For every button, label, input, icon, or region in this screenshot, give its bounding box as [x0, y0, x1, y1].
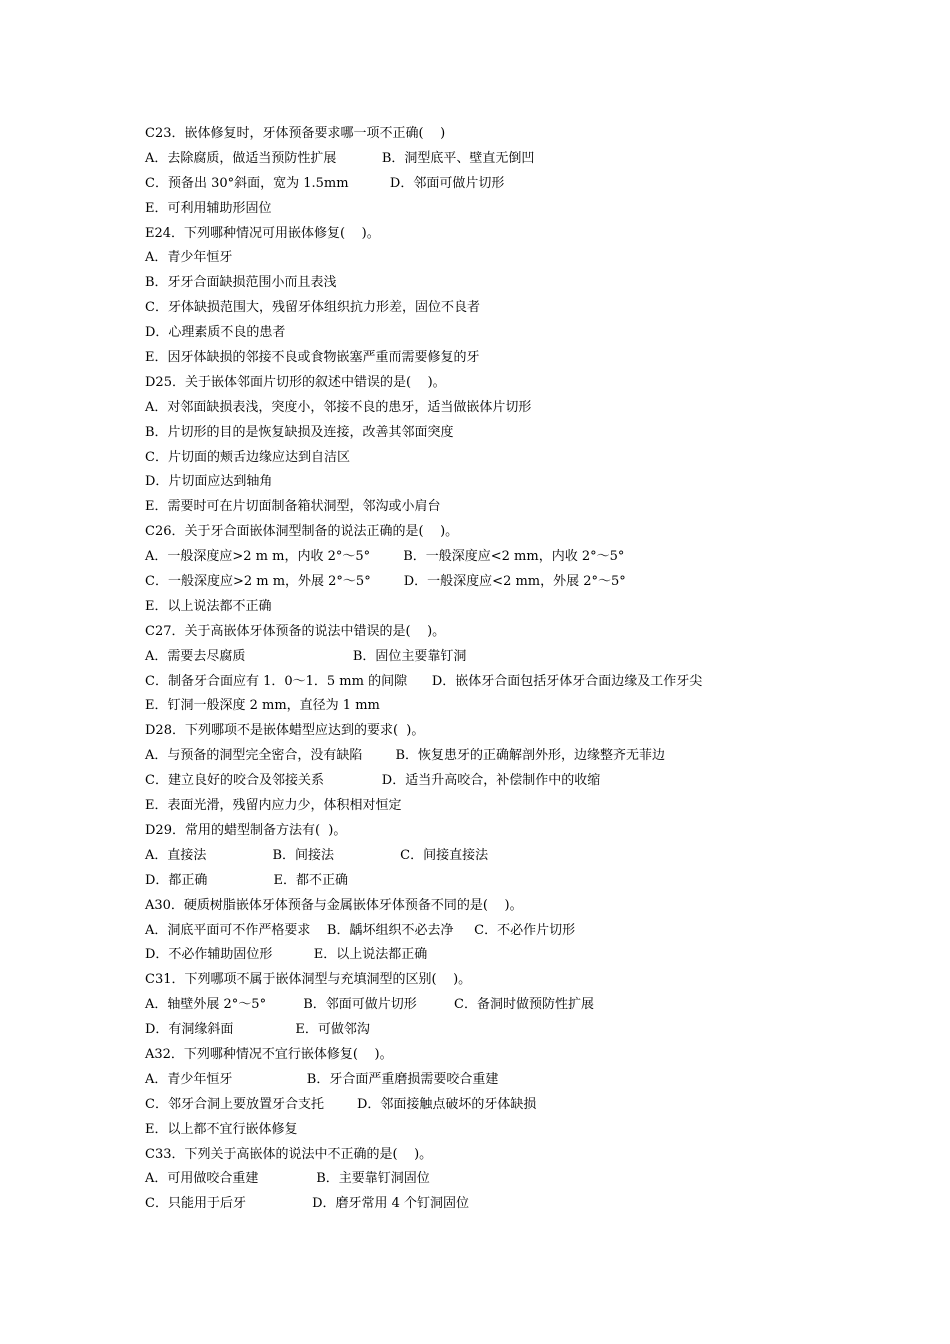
- question-stem: C31．下列哪项不属于嵌体洞型与充填洞型的区别( )。: [145, 972, 472, 988]
- answer-option-line: A．可用做咬合重建 B．主要靠钉洞固位: [145, 1171, 430, 1187]
- answer-option-line: D．不必作辅助固位形 E．以上说法都正确: [145, 947, 428, 963]
- question-stem: C26．关于牙合面嵌体洞型制备的说法正确的是( )。: [145, 524, 459, 540]
- answer-option-line: B．牙牙合面缺损范围小而且表浅: [145, 275, 337, 291]
- answer-option-line: E．钉洞一般深度 2 mm，直径为 1 mm: [145, 698, 380, 714]
- answer-option-line: E．表面光滑，残留内应力少，体积相对恒定: [145, 798, 402, 814]
- answer-option-line: A．对邻面缺损表浅，突度小，邻接不良的患牙，适当做嵌体片切形: [145, 399, 532, 415]
- answer-option-line: E．需要时可在片切面制备箱状洞型，邻沟或小肩台: [145, 499, 441, 515]
- answer-option-line: D．片切面应达到轴角: [145, 474, 273, 490]
- answer-option-line: A．直接法 B．间接法 C．间接直接法: [145, 847, 489, 863]
- answer-option-line: A．洞底平面可不作严格要求 B．龋坏组织不必去净 C．不必作片切形: [145, 922, 576, 938]
- answer-option-line: C．牙体缺损范围大，残留牙体组织抗力形差，固位不良者: [145, 300, 480, 316]
- answer-option-line: C．邻牙合洞上要放置牙合支托 D．邻面接触点破坏的牙体缺损: [145, 1096, 537, 1112]
- answer-option-line: C．只能用于后牙 D．磨牙常用 4 个钉洞固位: [145, 1196, 470, 1212]
- question-stem: D28．下列哪项不是嵌体蜡型应达到的要求( )。: [145, 723, 425, 739]
- answer-option-line: A．与预备的洞型完全密合，没有缺陷 B．恢复患牙的正确解剖外形，边缘整齐无菲边: [145, 748, 666, 764]
- question-stem: E24．下列哪种情况可用嵌体修复( )。: [145, 225, 380, 241]
- answer-option-line: E．可利用辅助形固位: [145, 200, 272, 216]
- answer-option-line: C．建立良好的咬合及邻接关系 D．适当升高咬合，补偿制作中的收缩: [145, 773, 601, 789]
- answer-option-line: A．一般深度应>2 m m，内收 2°～5° B．一般深度应<2 mm，内收 2°～5°: [145, 549, 625, 565]
- question-stem: C23．嵌体修复时，牙体预备要求哪一项不正确( ): [145, 126, 446, 141]
- answer-option-line: D．都正确 E．都不正确: [145, 872, 349, 888]
- answer-option-line: A．需要去尽腐质 B．固位主要靠钉洞: [145, 648, 467, 664]
- answer-option-line: A．青少年恒牙 B．牙合面严重磨损需要咬合重建: [145, 1071, 499, 1087]
- question-stem: D25．关于嵌体邻面片切形的叙述中错误的是( )。: [145, 374, 446, 390]
- question-stem: A30．硬质树脂嵌体牙体预备与金属嵌体牙体预备不同的是( )。: [145, 897, 523, 913]
- question-stem: D29．常用的蜡型制备方法有( )。: [145, 822, 347, 838]
- question-stem: A32．下列哪种情况不宜行嵌体修复( )。: [145, 1046, 393, 1062]
- answer-option-line: C．预备出 30°斜面，宽为 1.5mm D．邻面可做片切形: [145, 175, 505, 191]
- answer-option-line: A．青少年恒牙: [145, 250, 233, 266]
- answer-option-line: A．去除腐质，做适当预防性扩展 B．洞型底平、壁直无倒凹: [145, 150, 535, 166]
- answer-option-line: C．片切面的颊舌边缘应达到自洁区: [145, 449, 350, 465]
- answer-option-line: E．因牙体缺损的邻接不良或食物嵌塞严重而需要修复的牙: [145, 350, 480, 366]
- answer-option-line: D．心理素质不良的患者: [145, 325, 286, 341]
- question-stem: C27．关于高嵌体牙体预备的说法中错误的是( )。: [145, 623, 446, 639]
- answer-option-line: E．以上说法都不正确: [145, 598, 272, 614]
- answer-option-line: B．片切形的目的是恢复缺损及连接，改善其邻面突度: [145, 424, 454, 440]
- answer-option-line: D．有洞缘斜面 E．可做邻沟: [145, 1022, 370, 1038]
- question-list: [145, 122, 845, 1217]
- answer-option-line: A．轴壁外展 2°～5° B．邻面可做片切形 C．备洞时做预防性扩展: [145, 997, 594, 1013]
- answer-option-line: C．一般深度应>2 m m，外展 2°～5° D．一般深度应<2 mm，外展 2°～5°: [145, 574, 626, 590]
- question-stem: C33．下列关于高嵌体的说法中不正确的是( )。: [145, 1146, 433, 1162]
- answer-option-line: E．以上都不宜行嵌体修复: [145, 1121, 298, 1137]
- answer-option-line: C．制备牙合面应有 1．0～1．5 mm 的间隙 D．嵌体牙合面包括牙体牙合面边缘及工作牙尖: [145, 673, 703, 689]
